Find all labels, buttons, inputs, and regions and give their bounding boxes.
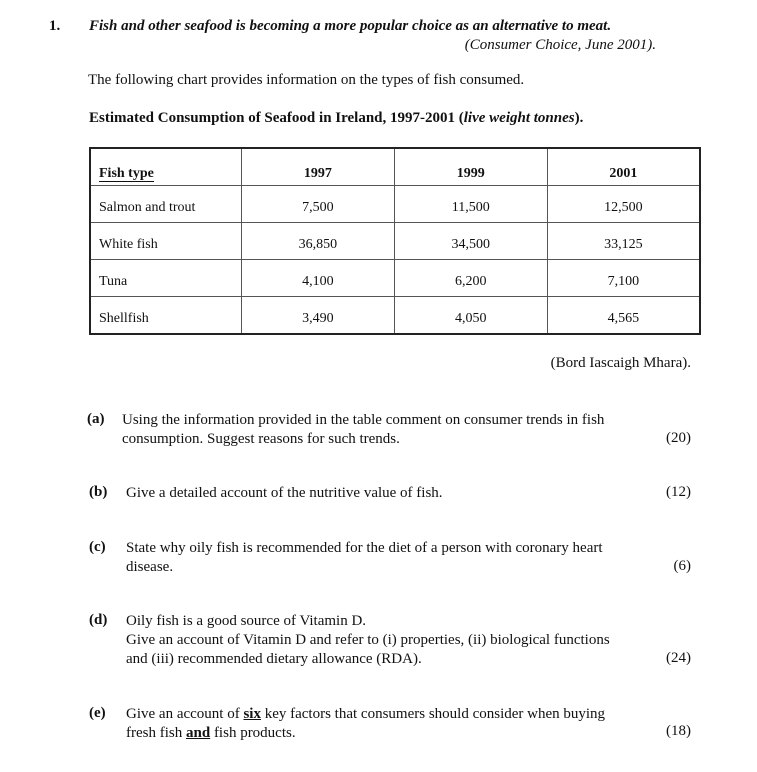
part-c-line2: disease. (126, 559, 174, 575)
part-d-marks: (24) (666, 650, 691, 666)
table-row (90, 186, 700, 223)
table-credit: (Bord Iascaigh Mhara). (550, 355, 691, 371)
table-row (90, 297, 700, 335)
part-e-line2: fresh fish and fish products. (126, 725, 296, 741)
table-row (90, 260, 700, 297)
fish-type-cell: Salmon and trout (90, 186, 242, 223)
part-c-marks: (6) (673, 558, 691, 574)
part-a-marks: (20) (666, 430, 691, 446)
question-number: 1. (49, 18, 61, 34)
value-cell: 4,050 (394, 297, 547, 335)
table-caption (89, 110, 583, 127)
part-e-text (126, 705, 686, 743)
fish-type-cell: Shellfish (90, 297, 242, 335)
part-a-line2: consumption. Suggest reasons for such trends. (122, 431, 400, 447)
table-row (90, 223, 700, 260)
caption-italic: live weight tonnes (463, 110, 575, 126)
value-cell: 7,500 (242, 186, 395, 223)
value-cell: 4,565 (547, 297, 700, 335)
question-intro: Fish and other seafood is becoming a more popular choice as an alternative to meat. (89, 18, 612, 34)
value-cell: 34,500 (394, 223, 547, 260)
part-e-label: (e) (89, 705, 106, 721)
value-cell: 4,100 (242, 260, 395, 297)
part-d-line1: Oily fish is a good source of Vitamin D. (126, 613, 367, 629)
emphasis-six: six (243, 706, 261, 722)
part-c-label: (c) (89, 539, 106, 555)
table-header-row (90, 148, 700, 186)
part-b-line1: Give a detailed account of the nutritive value of fish. (126, 485, 443, 501)
part-a-line1: Using the information provided in the table comment on consumer trends in fish (122, 412, 605, 428)
fish-type-cell: White fish (90, 223, 242, 260)
caption-main: Estimated Consumption of Seafood in Ireland, 1997-2001 ( (89, 110, 464, 126)
part-c-line1: State why oily fish is recommended for the diet of a person with coronary heart (126, 540, 603, 556)
intro-source: (Consumer Choice, June 2001). (464, 37, 656, 53)
seafood-consumption-table (89, 147, 701, 335)
caption-end: ). (574, 110, 584, 126)
part-e-line1: Give an account of six key factors that consumers should consider when buying (126, 706, 606, 722)
part-a-text (122, 411, 682, 449)
part-b-text (126, 484, 443, 503)
value-cell: 7,100 (547, 260, 700, 297)
value-cell: 36,850 (242, 223, 395, 260)
emphasis-and: and (186, 725, 211, 741)
part-b-label: (b) (89, 484, 108, 500)
header-1997: 1997 (242, 148, 395, 186)
header-fish-type (90, 148, 242, 186)
part-a-label: (a) (87, 411, 105, 427)
header-2001: 2001 (547, 148, 700, 186)
part-d-line2: Give an account of Vitamin D and refer to (i) properties, (ii) biological functions (126, 632, 610, 648)
chart-lead-text: The following chart provides information on the types of fish consumed. (88, 72, 525, 88)
part-b-marks: (12) (666, 484, 691, 500)
part-c-text (126, 539, 686, 577)
part-e-marks: (18) (666, 723, 691, 739)
header-fish-type-label: Fish type (99, 166, 154, 181)
part-d-text (126, 612, 686, 669)
value-cell: 12,500 (547, 186, 700, 223)
part-d-label: (d) (89, 612, 108, 628)
value-cell: 11,500 (394, 186, 547, 223)
value-cell: 33,125 (547, 223, 700, 260)
value-cell: 3,490 (242, 297, 395, 335)
part-d-line3: and (iii) recommended dietary allowance (RDA). (126, 651, 422, 667)
header-1999: 1999 (394, 148, 547, 186)
value-cell: 6,200 (394, 260, 547, 297)
fish-type-cell: Tuna (90, 260, 242, 297)
